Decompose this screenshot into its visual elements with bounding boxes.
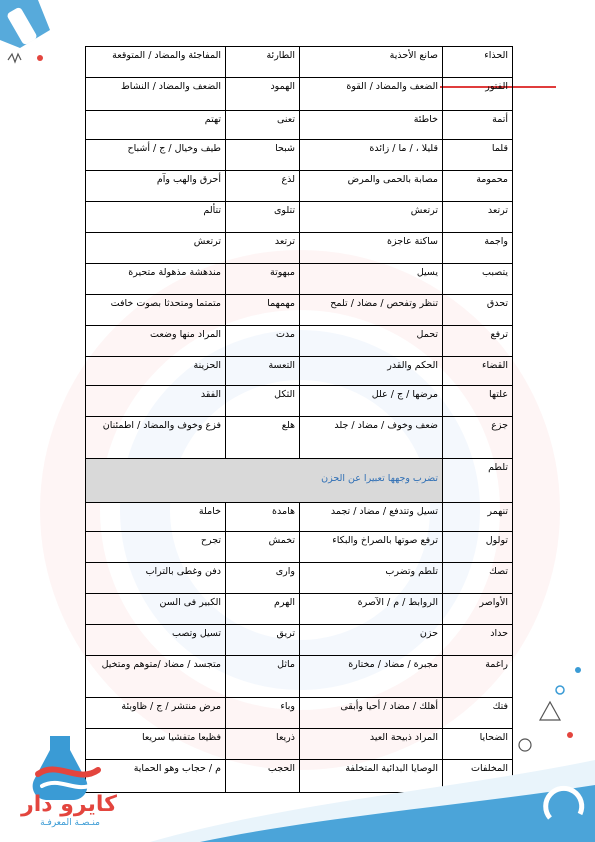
meaning-cell: ترتعش <box>86 233 226 264</box>
table-row <box>86 563 513 594</box>
word-cell: تتلوى <box>226 202 300 233</box>
word-cell: هلع <box>226 417 300 459</box>
meaning-cell: الحزينة <box>86 357 226 386</box>
table-row <box>86 47 513 78</box>
word-cell: وارى <box>226 563 300 594</box>
meaning-cell: مرض منتشر / ج / ظاوبئة <box>86 698 226 729</box>
word-cell: ماثل <box>226 656 300 698</box>
word-cell: هامدة <box>226 503 300 532</box>
meaning-cell: مجبرة / مضاد / مختارة <box>300 656 443 698</box>
meaning-cell: الفقد <box>86 386 226 417</box>
table-row <box>86 503 513 532</box>
table-row <box>86 140 513 171</box>
word-cell: الحذاء <box>443 47 513 78</box>
word-cell: تخمش <box>226 532 300 563</box>
meaning-cell: الروابط / م / الآصرة <box>300 594 443 625</box>
word-cell: الضحايا <box>443 729 513 760</box>
word-cell: ترتعد <box>443 202 513 233</box>
meaning-cell: ساكتة عاجزة <box>300 233 443 264</box>
meaning-cell: مندهشة مذهولة متحيرة <box>86 264 226 295</box>
word-cell: لذع <box>226 171 300 202</box>
table-row <box>86 171 513 202</box>
table-row <box>86 625 513 656</box>
table-row <box>86 233 513 264</box>
meaning-cell: المراد منها وضعت <box>86 326 226 357</box>
meaning-cell: تهتم <box>86 111 226 140</box>
meaning-cell: ترفع صوتها بالصراخ والبكاء <box>300 532 443 563</box>
word-cell: القضاء <box>443 357 513 386</box>
meaning-cell: تتألم <box>86 202 226 233</box>
meaning-cell: حزن <box>300 625 443 656</box>
meaning-cell: م / حجاب وهو الحماية <box>86 760 226 793</box>
meaning-cell: مصابة بالحمى والمرض <box>300 171 443 202</box>
meaning-cell: المراد ذبيحة العيد <box>300 729 443 760</box>
table-row <box>86 326 513 357</box>
word-cell: المخلفات <box>443 760 513 793</box>
table-row <box>86 295 513 326</box>
word-cell: تعنى <box>226 111 300 140</box>
merged-meaning-cell: تضرب وجهها تعبيرا عن الحزن <box>86 459 443 503</box>
table-row <box>86 532 513 563</box>
word-cell: محمومة <box>443 171 513 202</box>
word-cell: مبهوتة <box>226 264 300 295</box>
word-cell: علتها <box>443 386 513 417</box>
table-row <box>86 386 513 417</box>
meaning-cell: الكبير فى السن <box>86 594 226 625</box>
word-cell: الفتور <box>443 78 513 111</box>
word-cell: الهرم <box>226 594 300 625</box>
meaning-cell: تجرح <box>86 532 226 563</box>
meaning-cell: متجسد / مضاد /متوهم ومتخيل <box>86 656 226 698</box>
word-cell: مدت <box>226 326 300 357</box>
word-cell: ترتعد <box>226 233 300 264</box>
meaning-cell: تحمل <box>300 326 443 357</box>
meaning-cell: يسيل <box>300 264 443 295</box>
meaning-cell: الوصايا البدائية المتخلفة <box>300 760 443 793</box>
word-cell: مهمهما <box>226 295 300 326</box>
word-cell: تنهمر <box>443 503 513 532</box>
word-cell: الهمود <box>226 78 300 111</box>
meaning-cell: تلطم وتضرب <box>300 563 443 594</box>
brand-name: كايرو دار <box>21 792 117 817</box>
meaning-cell: الحكم والقدر <box>300 357 443 386</box>
table-row <box>86 357 513 386</box>
meaning-cell: تسيل وتصب <box>86 625 226 656</box>
brand-tagline: منـصـة المعرفـة <box>40 818 100 828</box>
meaning-cell: طيف وخيال / ج / أشباح <box>86 140 226 171</box>
lab-flask-decoration-icon <box>0 0 60 80</box>
table-row <box>86 417 513 459</box>
meaning-cell: ضعف وخوف / مضاد / جلد <box>300 417 443 459</box>
meaning-cell: تنظر وتفحص / مضاد / تلمح <box>300 295 443 326</box>
meaning-cell: ترتعش <box>300 202 443 233</box>
word-cell: واجمة <box>443 233 513 264</box>
word-cell: ترفع <box>443 326 513 357</box>
meaning-cell: فزع وخوف والمضاد / اطمئنان <box>86 417 226 459</box>
table-row <box>86 264 513 295</box>
table-row <box>86 594 513 625</box>
meaning-cell: فظيعا متفشيا سريعا <box>86 729 226 760</box>
meaning-cell: أحرق والهب وآم <box>86 171 226 202</box>
word-cell: التعسة <box>226 357 300 386</box>
meaning-cell: قليلا ، / ما / زائدة <box>300 140 443 171</box>
table-row <box>86 202 513 233</box>
word-cell: الثكل <box>226 386 300 417</box>
word-cell: تلطم <box>443 459 513 503</box>
word-cell: الأواصر <box>443 594 513 625</box>
meaning-cell: أهلك / مضاد / أحيا وأبقى <box>300 698 443 729</box>
meaning-cell: الضعف والمضاد / النشاط <box>86 78 226 111</box>
word-cell: الطارئة <box>226 47 300 78</box>
table-row-merged <box>86 459 513 503</box>
meaning-cell: دفن وغطى بالتراب <box>86 563 226 594</box>
word-cell: قلما <box>443 140 513 171</box>
word-cell: ذريعا <box>226 729 300 760</box>
meaning-cell: خاطئة <box>300 111 443 140</box>
meaning-cell: المفاجئة والمضاد / المتوقعة <box>86 47 226 78</box>
table-row <box>86 656 513 698</box>
lab-equipment-decoration-icon <box>500 650 595 842</box>
table-row <box>86 111 513 140</box>
meaning-cell: الضعف والمضاد / القوة <box>300 78 443 111</box>
table-row <box>86 78 513 111</box>
word-cell: جزع <box>443 417 513 459</box>
meaning-cell: مرضها / ج / علل <box>300 386 443 417</box>
table-row <box>86 698 513 729</box>
word-cell: يتصبب <box>443 264 513 295</box>
word-cell: تصك <box>443 563 513 594</box>
word-cell: تريق <box>226 625 300 656</box>
word-cell: فتك <box>443 698 513 729</box>
word-cell: حداد <box>443 625 513 656</box>
meaning-cell: صانع الأحذية <box>300 47 443 78</box>
meaning-cell: متمتما ومتحدثا بصوت خافت <box>86 295 226 326</box>
vocabulary-table <box>85 46 513 793</box>
word-cell: وباء <box>226 698 300 729</box>
word-cell: أتمة <box>443 111 513 140</box>
table-row <box>86 729 513 760</box>
word-cell: راغمة <box>443 656 513 698</box>
word-cell: تحدق <box>443 295 513 326</box>
word-cell: الحجب <box>226 760 300 793</box>
meaning-cell: تسيل وتتدفع / مضاد / تجمد <box>300 503 443 532</box>
word-cell: تولول <box>443 532 513 563</box>
meaning-cell: خاملة <box>86 503 226 532</box>
word-cell: شبحا <box>226 140 300 171</box>
